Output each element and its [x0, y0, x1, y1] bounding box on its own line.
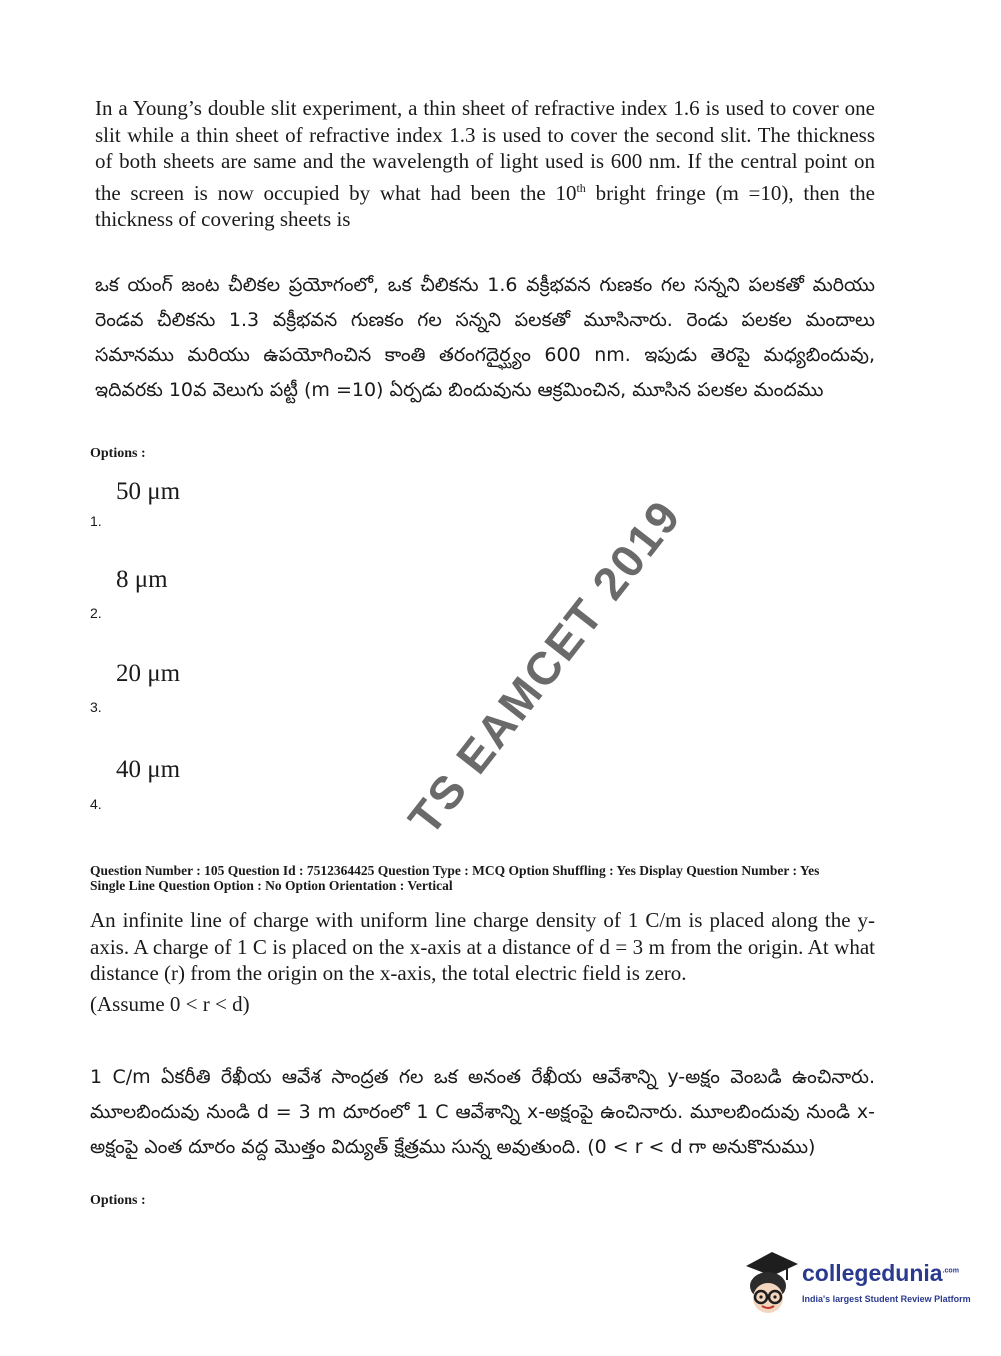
question-105-meta	[90, 863, 920, 893]
assumption: (Assume 0 < r < d)	[90, 991, 250, 1016]
options-label: Options :	[90, 446, 146, 461]
logo-tagline: India's largest Student Review Platform	[802, 1294, 971, 1304]
option-2-value[interactable]: 8 μm	[116, 566, 168, 593]
option-1-number: 1.	[90, 513, 102, 529]
option-3-number: 3.	[90, 699, 102, 715]
question-104-english: In a Young’s double slit experiment, a thin sheet of refractive index 1.6 is used to cover one slit while a thin sheet of refractive index 1.3 is used to cover the second slit. The thickness of both sheets are same and the wavelength of light used is 600 nm. If the central point on the screen is now occupied by what had been the 10th bright fringe (m =10), then the thickness of covering sheets is	[95, 96, 875, 231]
question-meta-line-1: Question Number : 105 Question Id : 7512364425 Question Type : MCQ Option Shuffling : Yes Display Question Number : Yes	[90, 863, 820, 878]
options-label-105: Options :	[90, 1193, 146, 1208]
option-4-number: 4.	[90, 796, 102, 812]
question-105-english: An infinite line of charge with uniform line charge density of 1 C/m is placed along the y-axis. A charge of 1 C is placed on the x-axis at a distance of d = 3 m from the origin. At what distance (r) from the origin on the x-axis, the total electric field is zero. (Assume 0 < r < d)	[90, 908, 875, 1016]
question-105-telugu: 1 C/m ఏకరీతి రేఖీయ ఆవేశ సాంద్రత గల ఒక అనంత రేఖీయ ఆవేశాన్ని y-అక్షం వెంబడి ఉంచినారు. మూలబిందువు నుండి d = 3 m దూరంలో 1 C ఆవేశాన్ని x-అక్షంపై ఉంచినారు. మూలబిందువు నుండి x-అక్షంపై ఎంత దూరం వద్ద మొత్తం విద్యుత్ క్షేత్రము సున్న అవుతుంది. (0 < r < d గా అనుకొనుము)	[90, 1066, 875, 1158]
question-meta-line-2: Single Line Question Option : No Option Orientation : Vertical	[90, 878, 453, 893]
watermark: TS EAMCET 2019	[398, 489, 691, 845]
question-104-telugu: ఒక యంగ్ జంట చీలికల ప్రయోగంలో, ఒక చీలికను 1.6 వక్రీభవన గుణకం గల సన్నని పలకతో మరియు రెండవ చీలికను 1.3 వక్రీభవన గుణకం గల సన్నని పలకతో మూసినారు. రెండు పలకల మందాలు సమానము మరియు ఉపయోగించిన కాంతి తరంగదైర్ఘ్యం 600 nm. ఇపుడు తెరపై మధ్యబిందువు, ఇదివరకు 10వ వెలుగు పట్టీ (m =10) ఏర్పడు బిందువును ఆక్రమించిన, మూసిన పలకల మందము	[95, 274, 875, 401]
option-2-number: 2.	[90, 605, 102, 621]
collegedunia-logo	[742, 1248, 972, 1318]
mascot-icon	[742, 1248, 800, 1316]
option-1-value[interactable]: 50 μm	[116, 478, 181, 505]
logo-wordmark: collegedunia$^{.com}$	[802, 1260, 959, 1286]
option-3-value[interactable]: 20 μm	[116, 660, 181, 687]
option-4-value[interactable]: 40 μm	[116, 756, 181, 783]
